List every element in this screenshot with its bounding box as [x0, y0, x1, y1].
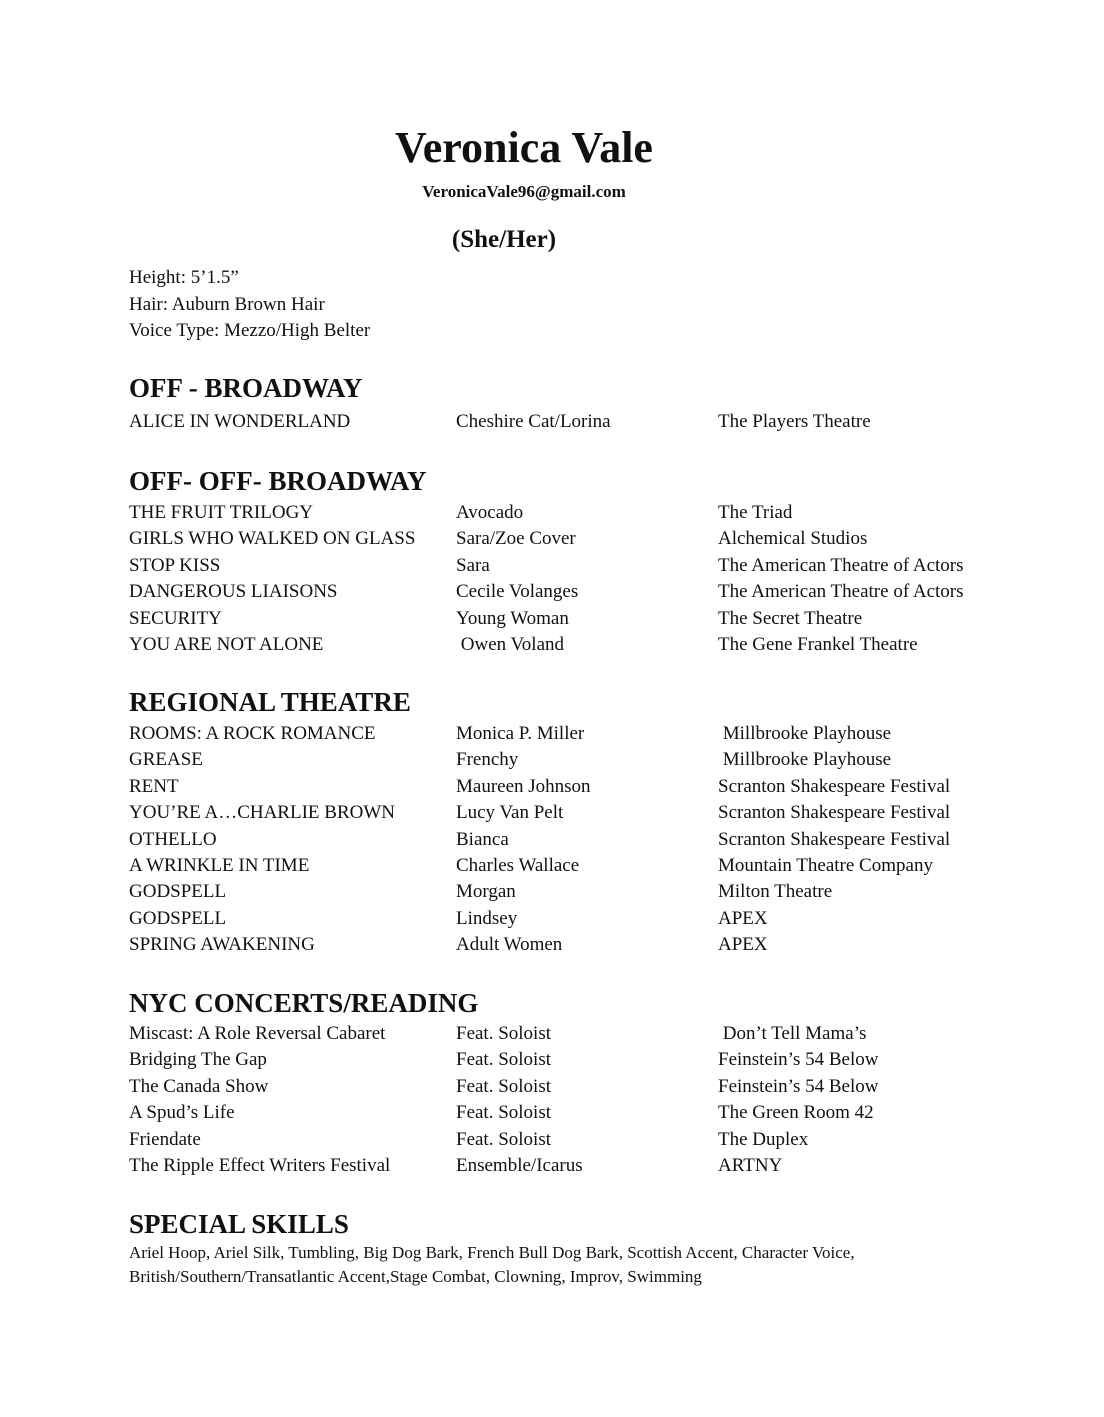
- credit-show: YOU ARE NOT ALONE: [129, 633, 324, 655]
- credit-role: Morgan: [456, 881, 516, 903]
- credit-show: SPRING AWAKENING: [129, 934, 315, 956]
- credit-role: Lucy Van Pelt: [456, 802, 564, 824]
- credit-venue: The Secret Theatre: [718, 607, 863, 629]
- section-title-off-broadway: OFF - BROADWAY: [129, 373, 363, 403]
- credit-role: Sara/Zoe Cover: [456, 528, 576, 550]
- credit-row: [129, 1074, 1009, 1100]
- credits-regional-theatre: [129, 721, 1009, 959]
- credit-role: Ensemble/Icarus: [456, 1154, 583, 1176]
- credit-show: THE FRUIT TRILOGY: [129, 502, 314, 523]
- credit-role: Cecile Volanges: [456, 581, 579, 603]
- credit-row: [129, 853, 1009, 879]
- credit-role: Adult Women: [456, 934, 563, 956]
- resume-name: Veronica Vale: [395, 123, 653, 172]
- credit-row: [129, 1100, 1009, 1126]
- credit-role: Cheshire Cat/Lorina: [456, 411, 611, 432]
- credit-role: Feat. Soloist: [456, 1023, 552, 1044]
- credit-role: Avocado: [456, 502, 524, 523]
- credit-show: RENT: [129, 775, 179, 797]
- credit-venue: Feinstein’s 54 Below: [718, 1049, 879, 1071]
- credit-venue: Scranton Shakespeare Festival: [718, 828, 951, 850]
- credit-row: [129, 879, 1009, 905]
- credit-venue: Millbrooke Playhouse: [718, 749, 892, 771]
- credit-role: Feat. Soloist: [456, 1102, 552, 1124]
- credit-venue: The Gene Frankel Theatre: [718, 633, 918, 655]
- credit-venue: The Green Room 42: [718, 1102, 874, 1124]
- credit-row: [129, 1021, 1009, 1047]
- credit-show: A WRINKLE IN TIME: [129, 854, 310, 876]
- skills-line: British/Southern/Transatlantic Accent,Stage Combat, Clowning, Improv, Swimming: [129, 1267, 702, 1286]
- credit-row: [129, 827, 1009, 853]
- credit-show: Bridging The Gap: [129, 1049, 267, 1071]
- credit-venue: Milton Theatre: [718, 881, 833, 903]
- credit-role: Feat. Soloist: [456, 1128, 552, 1150]
- credits-off-broadway: [129, 409, 1009, 435]
- credit-show: GREASE: [129, 749, 203, 771]
- pronouns: (She/Her): [451, 226, 557, 253]
- section-title-nyc-concerts: NYC CONCERTS/READING: [129, 988, 479, 1018]
- credit-show: YOU’RE A…CHARLIE BROWN: [129, 802, 395, 824]
- section-title-regional-theatre: REGIONAL THEATRE: [129, 687, 411, 717]
- credit-row: [129, 606, 1009, 632]
- credit-role: Feat. Soloist: [456, 1049, 552, 1071]
- credit-role: Lindsey: [456, 907, 518, 929]
- skills-line: Ariel Hoop, Ariel Silk, Tumbling, Big Dog Bark, French Bull Dog Bark, Scottish Accent, Character Voice,: [129, 1243, 855, 1262]
- credit-venue: The American Theatre of Actors: [718, 581, 964, 603]
- credit-row: [129, 579, 1009, 605]
- credit-venue: Don’t Tell Mama’s: [718, 1023, 867, 1044]
- section-title-special-skills: SPECIAL SKILLS: [129, 1209, 349, 1239]
- credit-row: [129, 526, 1009, 552]
- credit-venue: APEX: [718, 934, 768, 956]
- credits-nyc-concerts: [129, 1021, 1009, 1179]
- credit-row: [129, 632, 1009, 658]
- credit-role: Sara: [456, 554, 490, 576]
- credit-show: GODSPELL: [129, 907, 227, 929]
- special-skills-text: [129, 1241, 959, 1289]
- stat-height: Height: 5’1.5”: [129, 267, 239, 288]
- credit-show: A Spud’s Life: [129, 1102, 235, 1124]
- credit-show: STOP KISS: [129, 554, 221, 576]
- credit-venue: Feinstein’s 54 Below: [718, 1075, 879, 1097]
- credit-row: [129, 500, 1009, 526]
- credit-show: DANGEROUS LIAISONS: [129, 581, 338, 603]
- physical-stats: [129, 265, 370, 345]
- credit-show: GODSPELL: [129, 881, 227, 903]
- credit-venue: The Duplex: [718, 1128, 809, 1150]
- credit-venue: APEX: [718, 907, 768, 929]
- credit-venue: ARTNY: [718, 1154, 783, 1176]
- credit-row: [129, 747, 1009, 773]
- credit-venue: The American Theatre of Actors: [718, 554, 964, 576]
- credit-role: Young Woman: [456, 607, 569, 629]
- credit-role: Monica P. Miller: [456, 723, 585, 744]
- credit-venue: The Triad: [718, 502, 793, 523]
- credit-row: [129, 774, 1009, 800]
- credit-role: Feat. Soloist: [456, 1075, 552, 1097]
- credit-show: SECURITY: [129, 607, 222, 629]
- credit-row: [129, 553, 1009, 579]
- credit-role: Charles Wallace: [456, 854, 580, 876]
- credit-venue: The Players Theatre: [718, 411, 871, 432]
- credit-role: Maureen Johnson: [456, 775, 591, 797]
- credit-venue: Millbrooke Playhouse: [718, 723, 892, 744]
- stat-hair: Hair: Auburn Brown Hair: [129, 293, 325, 315]
- credit-row: [129, 1127, 1009, 1153]
- credit-venue: Scranton Shakespeare Festival: [718, 802, 951, 824]
- credit-row: [129, 409, 1009, 435]
- credit-show: GIRLS WHO WALKED ON GLASS: [129, 528, 416, 550]
- credit-row: [129, 1153, 1009, 1179]
- credit-venue: Mountain Theatre Company: [718, 854, 933, 876]
- credit-show: OTHELLO: [129, 828, 217, 850]
- credit-row: [129, 721, 1009, 747]
- credit-role: Frenchy: [456, 749, 519, 771]
- section-title-off-off-broadway: OFF- OFF- BROADWAY: [129, 466, 427, 496]
- credit-row: [129, 1047, 1009, 1073]
- credit-venue: Scranton Shakespeare Festival: [718, 775, 951, 797]
- credit-show: ROOMS: A ROCK ROMANCE: [129, 723, 376, 744]
- credit-row: [129, 932, 1009, 958]
- credits-off-off-broadway: [129, 500, 1009, 658]
- contact-email: VeronicaVale96@gmail.com: [422, 182, 626, 201]
- credit-show: ALICE IN WONDERLAND: [129, 411, 351, 432]
- credit-row: [129, 906, 1009, 932]
- stat-voice-type: Voice Type: Mezzo/High Belter: [129, 320, 371, 341]
- credit-show: The Ripple Effect Writers Festival: [129, 1154, 391, 1176]
- credit-row: [129, 800, 1009, 826]
- credit-role: Bianca: [456, 828, 509, 850]
- credit-role: Owen Voland: [456, 633, 565, 655]
- credit-show: The Canada Show: [129, 1075, 269, 1097]
- credit-show: Miscast: A Role Reversal Cabaret: [129, 1023, 386, 1044]
- credit-venue: Alchemical Studios: [718, 528, 868, 550]
- credit-show: Friendate: [129, 1128, 201, 1150]
